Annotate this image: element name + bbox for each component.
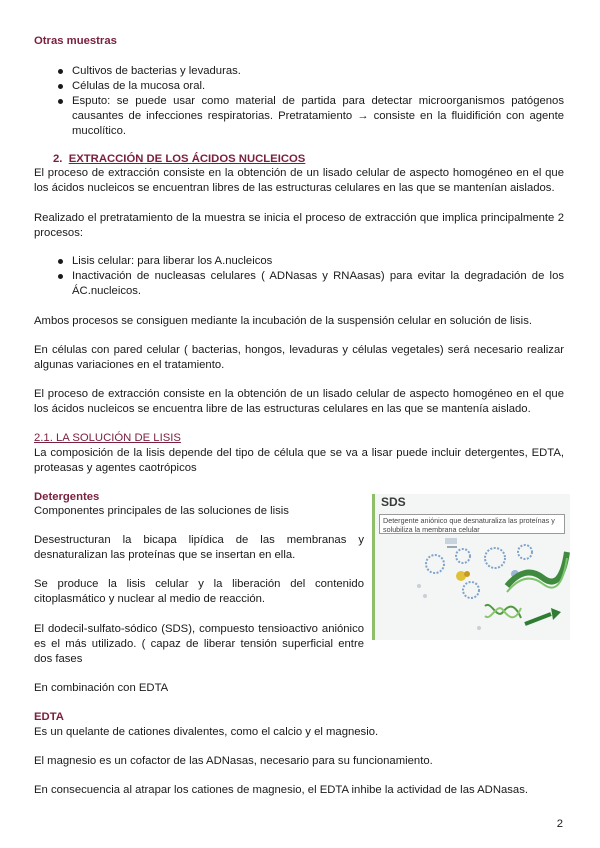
list-item: Esputo: se puede usar como material de partida para detectar microorganismos patógenos causantes de infecciones respiratorias. Pretratamiento → consiste en la fluidifición con agente mucolítico. [56, 94, 564, 139]
list-item: Inactivación de nucleasas celulares ( ADNasas y RNAasas) para evitar la degradación de los ÁC.nucleicos. [56, 269, 564, 299]
list-item: Cultivos de bacterias y levaduras. [56, 64, 564, 79]
otras-muestras-heading: Otras muestras [34, 35, 117, 47]
detergentes-paragraph-2: Desestructuran la bicapa lipídica de las membranas y desnaturalizan las proteínas que se insertan en ella. [34, 534, 364, 561]
detergentes-paragraph-4: El dodecil-sulfato-sódico (SDS), compuesto tensioactivo aniónico es el más utilizado. ( capaz de liberar tensión superficial entre dos fases [34, 623, 364, 665]
page-number: 2 [556, 818, 563, 830]
edta-heading: EDTA [34, 711, 64, 723]
sds-figure-title: SDS [381, 495, 406, 509]
sds-figure [372, 494, 570, 640]
green-arrow [525, 608, 561, 624]
section-2-paragraph-5: El proceso de extracción consiste en la obtención de un lisado celular de aspecto homogéneo en el que los ácidos nucleicos se encuentra libre de las estructuras celulares en las que se mantenía aislado. [34, 388, 564, 415]
detergentes-paragraph-5: En combinación con EDTA [34, 682, 169, 694]
dna-helix-fragment [485, 605, 521, 618]
list-item: Lisis celular: para liberar los A.nucleicos [56, 254, 564, 269]
detergentes-heading: Detergentes [34, 491, 100, 503]
section-2-heading [53, 152, 305, 167]
detergentes-paragraph-1: Componentes principales de las soluciones de lisis [34, 505, 289, 517]
section-2-list [56, 254, 564, 299]
lipid-bilayer-fragments [445, 538, 457, 548]
section-2-paragraph-2: Realizado el pretratamiento de la muestra se inicia el proceso de extracción que implica principalmente 2 procesos: [34, 212, 564, 239]
edta-paragraph-3: En consecuencia al atrapar los cationes de magnesio, el EDTA inhibe la actividad de las ADNasas. [34, 784, 528, 796]
otras-muestras-list [56, 64, 564, 139]
section-2-paragraph-1: El proceso de extracción consiste en la obtención de un lisado celular de aspecto homogéneo en el que los ácidos nucleicos se encuentran libres de las estructuras celulares en las que se mantenían aislados. [34, 167, 564, 194]
edta-paragraph-2: El magnesio es un cofactor de las ADNasas, necesario para su funcionamiento. [34, 755, 433, 767]
small-bubbles [417, 584, 481, 630]
list-item: Células de la mucosa oral. [56, 79, 564, 94]
section-2-paragraph-3: Ambos procesos se consiguen mediante la incubación de la suspensión celular en solución de lisis. [34, 315, 532, 327]
section-2-paragraph-4: En células con pared celular ( bacterias, hongos, levaduras y células vegetales) será necesario realizar algunas variaciones en el tratamiento. [34, 344, 564, 371]
section-2-title: EXTRACCIÓN DE LOS ÁCIDOS NUCLEICOS [68, 153, 306, 165]
sds-illustration [375, 494, 570, 640]
section-2-1-paragraph: La composición de la lisis depende del tipo de célula que se va a lisar puede incluir detergentes, EDTA, proteasas y agentes caotrópicos [34, 447, 564, 474]
section-2-number: 2. [53, 153, 63, 165]
detergentes-paragraph-3: Se produce la lisis celular y la liberación del contenido citoplasmático y nuclear al medio de reacción. [34, 578, 364, 605]
sds-figure-caption: Detergente aniónico que desnaturaliza las proteínas y solubiliza la membrana celular [379, 514, 565, 534]
edta-paragraph-1: Es un quelante de cationes divalentes, como el calcio y el magnesio. [34, 726, 379, 738]
section-2-1-heading: 2.1. LA SOLUCIÓN DE LISIS [34, 432, 181, 444]
